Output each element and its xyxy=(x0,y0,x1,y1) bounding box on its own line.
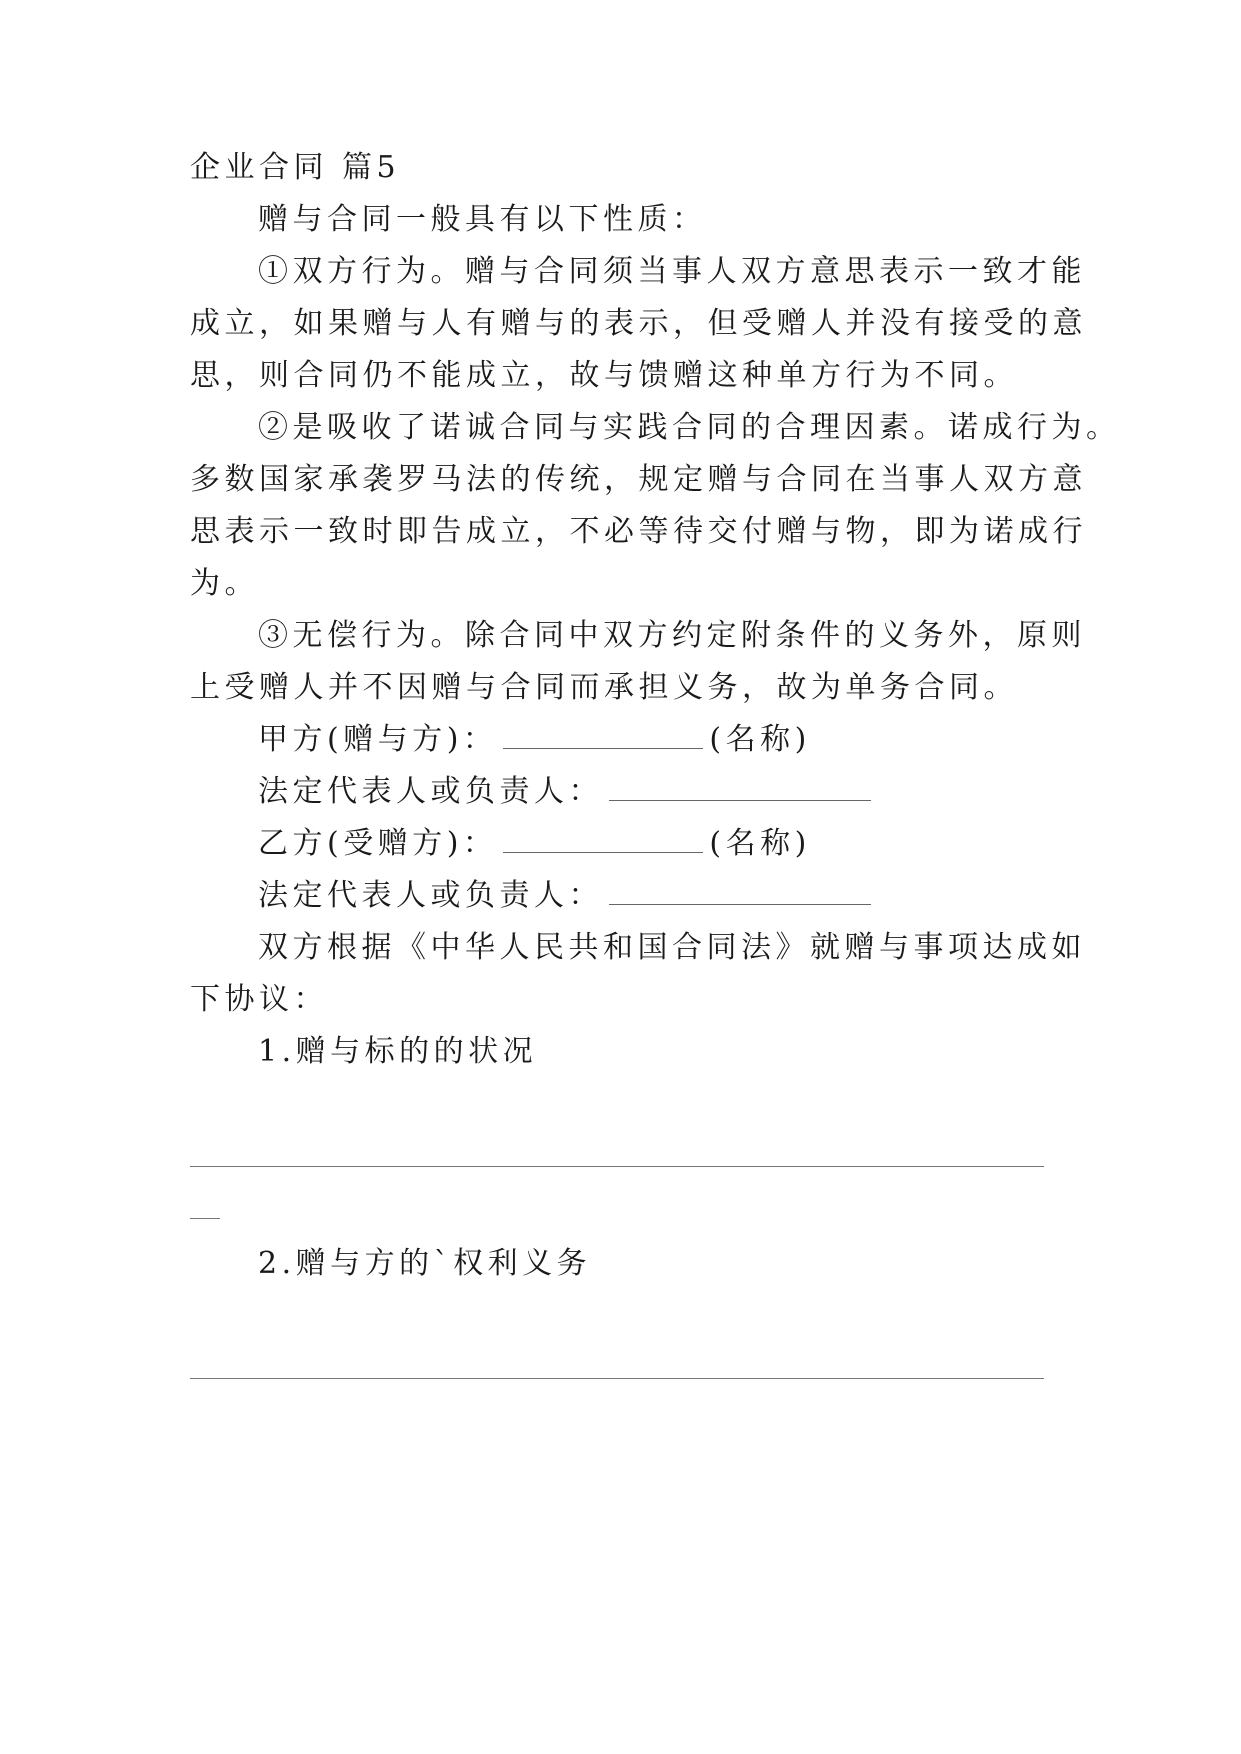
item3-line: 上受赠人并不因赠与合同而承担义务，故为单务合同。 xyxy=(190,670,1018,705)
party-b-rep-blank xyxy=(609,880,871,905)
section-1-fill-line xyxy=(190,1166,1044,1167)
party-b-label: 乙方(受赠方)： xyxy=(258,826,498,861)
item1-line: 思，则合同仍不能成立，故与馈赠这种单方行为不同。 xyxy=(190,358,1018,393)
item1-line: ①双方行为。赠与合同须当事人双方意思表示一致才能 xyxy=(258,254,1086,289)
section-2-fill-line xyxy=(190,1378,1044,1379)
party-a-name-blank xyxy=(503,724,703,749)
party-b-rep-label: 法定代表人或负责人： xyxy=(258,878,603,913)
document-heading: 企业合同 篇5 xyxy=(190,150,401,185)
item2-line: 思表示一致时即告成立，不必等待交付赠与物，即为诺成行 xyxy=(190,514,1087,549)
agreement-line: 下协议： xyxy=(190,982,328,1017)
item1-line: 成立，如果赠与人有赠与的表示，但受赠人并没有接受的意 xyxy=(190,306,1087,341)
item2-line: 为。 xyxy=(190,566,259,601)
party-a-field xyxy=(258,720,811,760)
party-b-field xyxy=(258,824,811,864)
party-b-suffix: (名称) xyxy=(709,826,811,861)
item3-line: ③无偿行为。除合同中双方约定附条件的义务外，原则 xyxy=(258,618,1086,653)
agreement-line: 双方根据《中华人民共和国合同法》就赠与事项达成如 xyxy=(258,930,1086,965)
party-a-label: 甲方(赠与方)： xyxy=(258,722,498,757)
party-b-rep-field xyxy=(258,876,877,916)
party-b-name-blank xyxy=(503,828,703,853)
item2-line: 多数国家承袭罗马法的传统，规定赠与合同在当事人双方意 xyxy=(190,462,1087,497)
party-a-rep-field xyxy=(258,772,877,812)
intro-paragraph: 赠与合同一般具有以下性质： xyxy=(258,202,707,237)
party-a-suffix: (名称) xyxy=(709,722,811,757)
item2-line: ②是吸收了诺诚合同与实践合同的合理因素。诺成行为。 xyxy=(258,410,1121,445)
party-a-rep-blank xyxy=(609,776,871,801)
party-a-rep-label: 法定代表人或负责人： xyxy=(258,774,603,809)
section-1-heading: 1.赠与标的的状况 xyxy=(258,1034,538,1069)
section-2-heading: 2.赠与方的`权利义务 xyxy=(258,1246,592,1281)
section-1-fill-line-end xyxy=(190,1218,220,1219)
